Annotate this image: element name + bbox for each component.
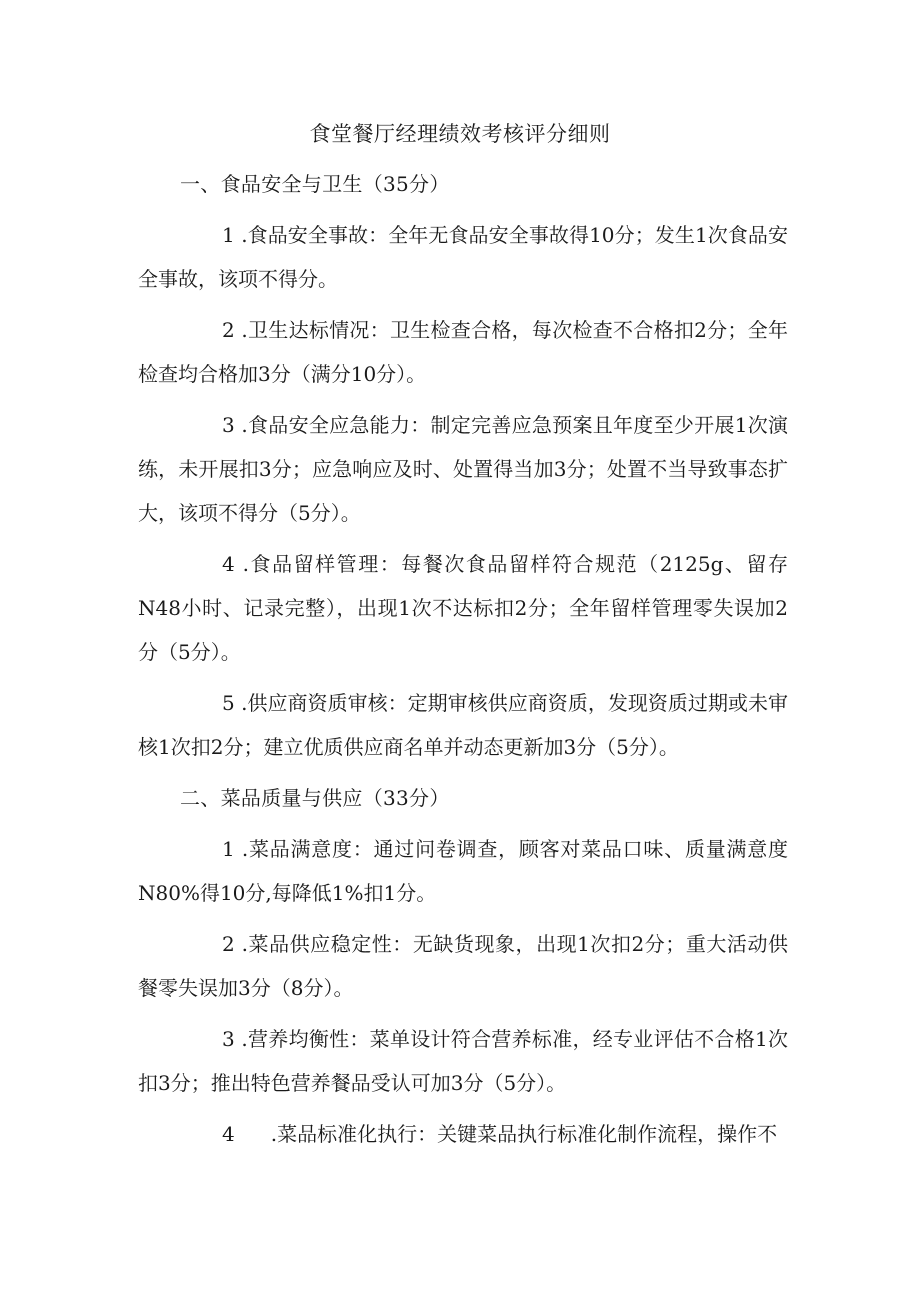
item-text: .卫生达标情况：卫生检查合格，每次检查不合格扣2分；全年检查均合格加3分（满分10分）。: [138, 318, 788, 386]
section-heading-text: 二、菜品质量与供应（33分）: [180, 786, 450, 810]
item-text: .菜品标准化执行：关键菜品执行标准化制作流程，操作不: [270, 1122, 778, 1146]
item-number: 3: [222, 413, 235, 437]
item-number: 3: [222, 1027, 235, 1051]
item-number: 5: [222, 691, 235, 715]
document-body: [138, 162, 788, 1163]
item-text: .食品留样管理：每餐次食品留样符合规范（2125g、留存N48小时、记录完整），出现1次不达标扣2分；全年留样管理零失误加2分（5分）。: [138, 552, 789, 664]
paragraph-item: [138, 1112, 788, 1156]
paragraph-item: [138, 827, 788, 915]
paragraph-item: [138, 681, 788, 769]
item-number: 4: [222, 552, 235, 576]
section-heading-text: 一、食品安全与卫生（35分）: [180, 172, 450, 196]
item-text: .营养均衡性：菜单设计符合营养标准，经专业评估不合格1次扣3分；推出特色营养餐品受认可加3分（5分）。: [138, 1027, 788, 1095]
section-heading-food-safety: [138, 162, 788, 206]
item-text: .食品安全事故：全年无食品安全事故得10分；发生1次食品安全事故，该项不得分。: [138, 223, 789, 291]
paragraph-item: [138, 403, 788, 535]
item-text: .食品安全应急能力：制定完善应急预案且年度至少开展1次演练，未开展扣3分；应急响应及时、处置得当加3分；处置不当导致事态扩大，该项不得分（5分）。: [138, 413, 788, 525]
paragraph-item: [138, 542, 788, 674]
item-number: 1: [222, 837, 235, 861]
item-text: .供应商资质审核：定期审核供应商资质，发现资质过期或未审核1次扣2分；建立优质供应商名单并动态更新加3分（5分）。: [138, 691, 789, 759]
item-number: 4: [222, 1122, 235, 1146]
document-title: 食堂餐厅经理绩效考核评分细则: [309, 122, 611, 146]
item-text: .菜品满意度：通过问卷调查，顾客对菜品口味、质量满意度N80%得10分,每降低1%扣1分。: [138, 837, 789, 905]
item-number: 1: [222, 223, 235, 247]
paragraph-item: [138, 308, 788, 396]
paragraph-item: [138, 213, 788, 301]
item-text: .菜品供应稳定性：无缺货现象，出现1次扣2分；重大活动供餐零失误加3分（8分）。: [138, 932, 789, 1000]
item-number: 2: [222, 932, 235, 956]
paragraph-item: [138, 922, 788, 1010]
section-heading-dish-quality: [138, 776, 788, 820]
item-number: 2: [222, 318, 235, 342]
paragraph-item: [138, 1017, 788, 1105]
